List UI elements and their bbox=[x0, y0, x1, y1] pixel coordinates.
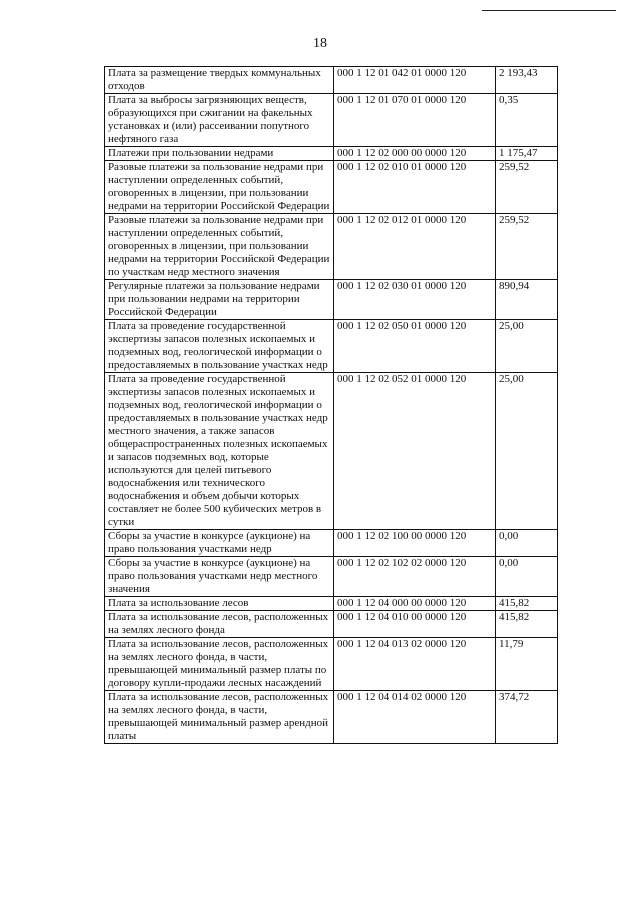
row-code: 000 1 12 02 050 01 0000 120 bbox=[334, 320, 496, 373]
row-value: 25,00 bbox=[496, 320, 558, 373]
row-name: Плата за выбросы загрязняющих веществ, образующихся при сжигании на факельных установках и (или) рассеивании попутного нефтяного газа bbox=[105, 94, 334, 147]
table-row bbox=[105, 67, 558, 94]
row-name: Плата за использование лесов, расположенных на землях лесного фонда bbox=[105, 611, 334, 638]
row-code: 000 1 12 01 042 01 0000 120 bbox=[334, 67, 496, 94]
table-row bbox=[105, 320, 558, 373]
row-code: 000 1 12 04 013 02 0000 120 bbox=[334, 638, 496, 691]
top-rule bbox=[482, 10, 616, 11]
table-row bbox=[105, 147, 558, 161]
row-name: Плата за использование лесов bbox=[105, 597, 334, 611]
table-row bbox=[105, 161, 558, 214]
table-row bbox=[105, 373, 558, 530]
row-name: Плата за проведение государственной экспертизы запасов полезных ископаемых и подземных вод, геологической информации о предоставляемых в пользование участках недр местного значения, а также запасов общераспространенных полезных ископаемых и запасов подземных вод, которые используются для целей питьевого водоснабжения или технического водоснабжения и объем добычи которых составляет не более 500 кубических метров в сутки bbox=[105, 373, 334, 530]
row-value: 1 175,47 bbox=[496, 147, 558, 161]
table-row bbox=[105, 214, 558, 280]
row-code: 000 1 12 04 010 00 0000 120 bbox=[334, 611, 496, 638]
table-row bbox=[105, 280, 558, 320]
row-name: Платежи при пользовании недрами bbox=[105, 147, 334, 161]
row-code: 000 1 12 02 000 00 0000 120 bbox=[334, 147, 496, 161]
row-code: 000 1 12 01 070 01 0000 120 bbox=[334, 94, 496, 147]
row-code: 000 1 12 02 010 01 0000 120 bbox=[334, 161, 496, 214]
row-name: Сборы за участие в конкурсе (аукционе) на право пользования участками недр местного значения bbox=[105, 557, 334, 597]
row-code: 000 1 12 02 052 01 0000 120 bbox=[334, 373, 496, 530]
row-name: Плата за использование лесов, расположенных на землях лесного фонда, в части, превышающей минимальный размер платы по договору купли-продажи лесных насаждений bbox=[105, 638, 334, 691]
table-row bbox=[105, 94, 558, 147]
table-row bbox=[105, 638, 558, 691]
revenue-table bbox=[104, 66, 558, 744]
row-value: 25,00 bbox=[496, 373, 558, 530]
row-value: 2 193,43 bbox=[496, 67, 558, 94]
row-code: 000 1 12 04 000 00 0000 120 bbox=[334, 597, 496, 611]
row-code: 000 1 12 02 102 02 0000 120 bbox=[334, 557, 496, 597]
row-name: Разовые платежи за пользование недрами при наступлении определенных событий, оговоренных в лицензии, при пользовании недрами на территории Российской Федерации по участкам недр местного значения bbox=[105, 214, 334, 280]
row-value: 11,79 bbox=[496, 638, 558, 691]
table-row bbox=[105, 597, 558, 611]
row-value: 374,72 bbox=[496, 691, 558, 744]
row-name: Плата за проведение государственной экспертизы запасов полезных ископаемых и подземных вод, геологической информации о предоставляемых в пользование участках недр bbox=[105, 320, 334, 373]
row-value: 415,82 bbox=[496, 597, 558, 611]
row-name: Сборы за участие в конкурсе (аукционе) на право пользования участками недр bbox=[105, 530, 334, 557]
row-code: 000 1 12 02 030 01 0000 120 bbox=[334, 280, 496, 320]
page-number: 18 bbox=[313, 36, 327, 51]
row-value: 415,82 bbox=[496, 611, 558, 638]
row-code: 000 1 12 02 100 00 0000 120 bbox=[334, 530, 496, 557]
table-row bbox=[105, 530, 558, 557]
table-row bbox=[105, 611, 558, 638]
row-value: 0,00 bbox=[496, 557, 558, 597]
row-name: Плата за использование лесов, расположенных на землях лесного фонда, в части, превышающей минимальный размер арендной платы bbox=[105, 691, 334, 744]
row-value: 0,00 bbox=[496, 530, 558, 557]
row-value: 890,94 bbox=[496, 280, 558, 320]
table-row bbox=[105, 557, 558, 597]
row-code: 000 1 12 04 014 02 0000 120 bbox=[334, 691, 496, 744]
table-row bbox=[105, 691, 558, 744]
row-name: Разовые платежи за пользование недрами при наступлении определенных событий, оговоренных в лицензии, при пользовании недрами на территории Российской Федерации bbox=[105, 161, 334, 214]
row-value: 259,52 bbox=[496, 214, 558, 280]
row-name: Плата за размещение твердых коммунальных отходов bbox=[105, 67, 334, 94]
row-code: 000 1 12 02 012 01 0000 120 bbox=[334, 214, 496, 280]
row-value: 0,35 bbox=[496, 94, 558, 147]
row-name: Регулярные платежи за пользование недрами при пользовании недрами на территории Российской Федерации bbox=[105, 280, 334, 320]
row-value: 259,52 bbox=[496, 161, 558, 214]
